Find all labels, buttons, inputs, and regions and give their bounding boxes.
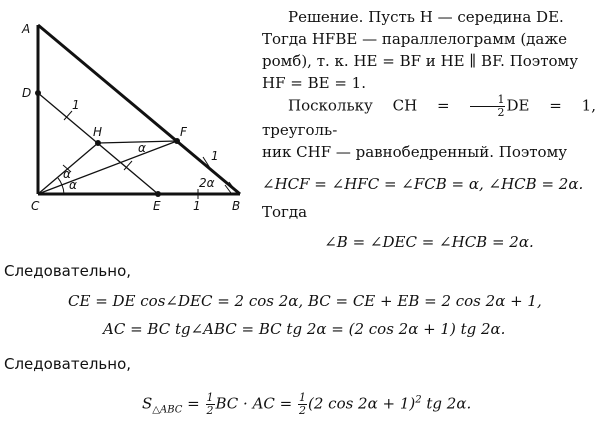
area-equation	[142, 392, 471, 417]
fraction-den: 2	[497, 106, 505, 119]
area-frac1-den: 2	[206, 404, 214, 417]
triangle-diagram	[0, 0, 250, 222]
area-part-e: tg 2α.	[421, 394, 472, 413]
solution-line-2: Тогда HFBE — параллелограмм (даже	[262, 30, 568, 48]
solution-para-2	[262, 94, 596, 141]
label-one-DH: 1	[72, 98, 80, 112]
area-part-c: BC · AC =	[215, 394, 297, 413]
para2-part-a: Поскольку CH =	[288, 96, 470, 115]
para2-part-b: DE = 1, треуголь-	[262, 96, 596, 139]
label-A: A	[22, 22, 31, 36]
consequently-1: Следовательно,	[4, 262, 132, 280]
area-frac1-num: 1	[206, 391, 214, 404]
label-F: F	[180, 125, 187, 139]
label-C: C	[31, 199, 40, 213]
equation-ce-bc: CE = DE cos∠DEC = 2 cos 2α, BC = CE + EB = 2 cos 2α + 1,	[68, 292, 542, 310]
solution-para-2-cont: ник CHF — равнобедренный. Поэтому	[262, 143, 568, 161]
label-two-alpha: 2α	[199, 176, 215, 190]
fraction-half	[470, 94, 505, 119]
label-alpha-1: α	[63, 167, 71, 181]
area-frac2-num: 1	[299, 391, 306, 404]
label-H: H	[93, 125, 103, 139]
point-D	[35, 90, 41, 96]
solution-line-4: HF = BE = 1.	[262, 74, 366, 92]
segment-CF	[38, 141, 177, 194]
label-alpha-2: α	[69, 178, 77, 192]
arc-alpha-1	[58, 178, 62, 185]
geometry-figure	[0, 0, 250, 222]
point-E	[155, 191, 161, 197]
angle-b-equation: ∠B = ∠DEC = ∠HCB = 2α.	[324, 233, 534, 251]
label-one-FB: 1	[211, 149, 219, 163]
area-symbol: S	[142, 394, 153, 413]
equation-ac: AC = BC tg∠ABC = BC tg 2α = (2 cos 2α + 1) tg 2α.	[103, 320, 506, 338]
angles-equation: ∠HCF = ∠HFC = ∠FCB = α, ∠HCB = 2α.	[262, 175, 584, 193]
solution-line-3: ромб), т. к. HE = BF и HE ∥ BF. Поэтому	[262, 52, 579, 70]
point-H	[95, 140, 101, 146]
label-D: D	[22, 86, 32, 100]
area-frac2-den: 2	[299, 404, 306, 417]
label-B: B	[232, 199, 241, 213]
area-part-d: (2 cos 2α + 1)	[308, 394, 416, 413]
label-alpha-HF: α	[138, 141, 146, 155]
area-fraction-1	[206, 392, 215, 417]
fraction-num: 1	[470, 94, 505, 107]
area-fraction-2	[298, 392, 307, 417]
area-eq-sign: =	[182, 394, 205, 413]
solution-line-1: Решение. Пусть H — середина DE.	[288, 8, 564, 26]
then-word: Тогда	[262, 203, 308, 221]
area-subscript: △ABC	[152, 404, 183, 416]
label-one-EB: 1	[193, 199, 201, 213]
solution-text	[262, 6, 596, 253]
consequently-2: Следовательно,	[4, 355, 132, 373]
area-superscript: 2	[415, 394, 422, 406]
label-E: E	[153, 199, 161, 213]
